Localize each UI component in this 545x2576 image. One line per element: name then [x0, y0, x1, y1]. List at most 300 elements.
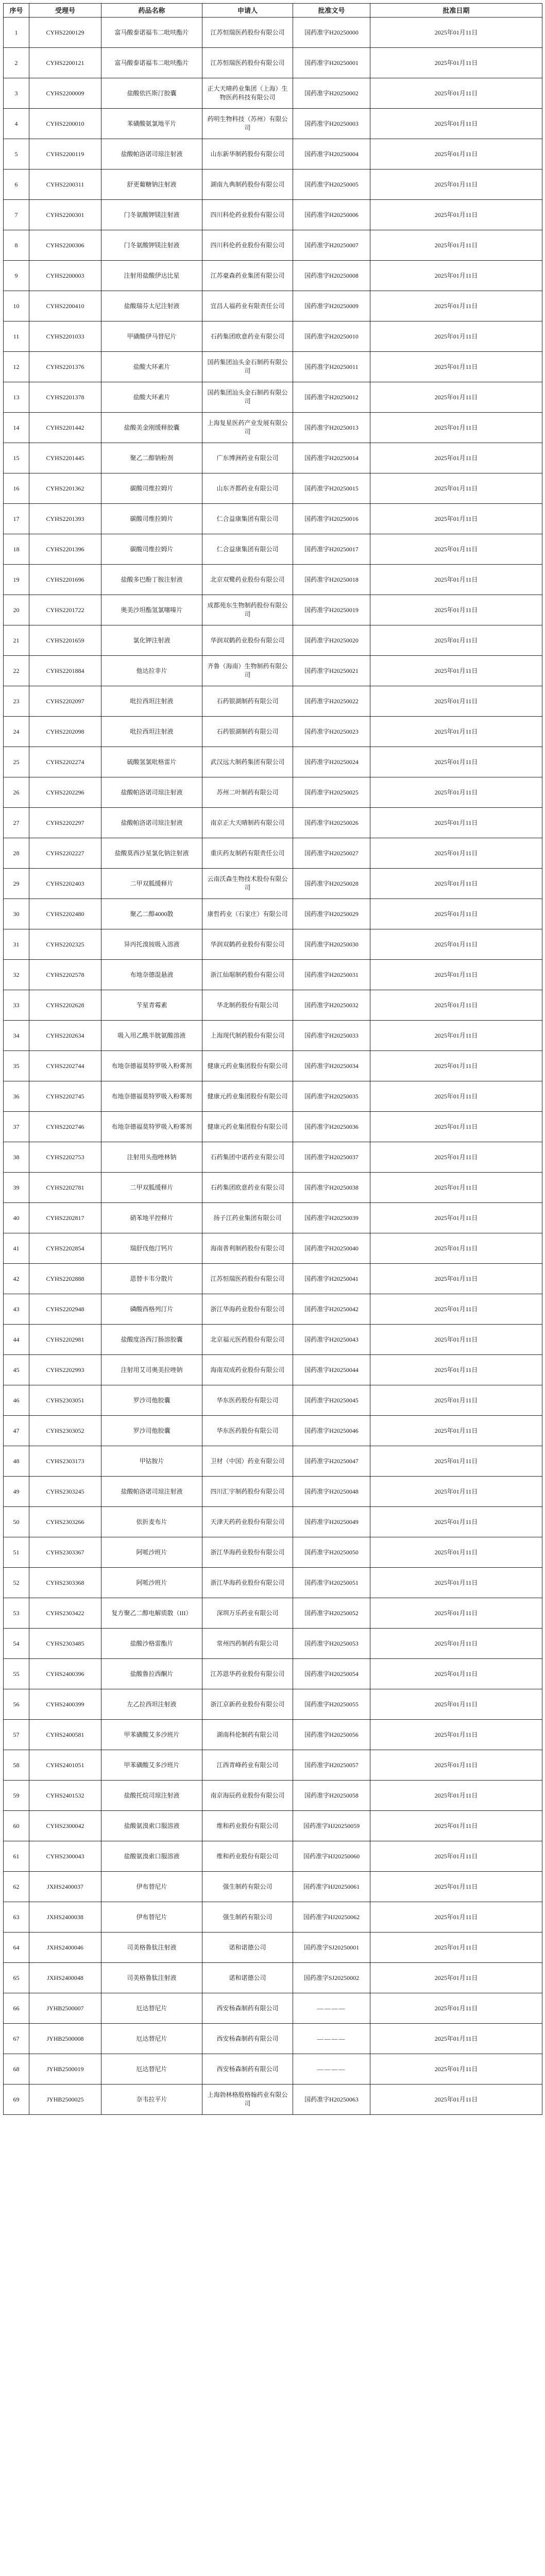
cell-accept-no: CYHS2300042 [29, 1811, 101, 1841]
cell-drug-name: 盐酸沙格雷酯片 [101, 1629, 202, 1659]
cell-accept-no: CYHS2200121 [29, 48, 101, 78]
cell-applicant: 仁合益康集团有限公司 [202, 534, 293, 565]
cell-approval-date: 2025年01月11日 [370, 1841, 542, 1872]
cell-drug-name: 硝苯地平控释片 [101, 1203, 202, 1233]
cell-applicant: 西安杨森制药有限公司 [202, 2024, 293, 2054]
cell-serial: 20 [4, 595, 29, 625]
cell-approval-date: 2025年01月11日 [370, 2084, 542, 2115]
cell-drug-name: 苯磺酸氨氯地平片 [101, 109, 202, 139]
table-row [4, 534, 542, 565]
cell-approval-date: 2025年01月11日 [370, 838, 542, 869]
cell-approval-date: 2025年01月11日 [370, 1933, 542, 1963]
cell-approval-date: 2025年01月11日 [370, 1173, 542, 1203]
cell-accept-no: CYHS2400396 [29, 1659, 101, 1689]
cell-drug-name: 注射用艾司奥美拉唑钠 [101, 1355, 202, 1385]
cell-approval-no: 国药准字H20250014 [293, 443, 370, 473]
table-header-row [4, 4, 542, 18]
cell-approval-no: 国药准字H20250057 [293, 1750, 370, 1781]
table-row [4, 656, 542, 686]
cell-drug-name: 氯化钾注射液 [101, 625, 202, 656]
table-row [4, 1294, 542, 1325]
cell-drug-name: 吡拉西坦注射液 [101, 717, 202, 747]
cell-serial: 25 [4, 747, 29, 777]
cell-approval-date: 2025年01月11日 [370, 625, 542, 656]
cell-approval-no: 国药准字HJ20250060 [293, 1841, 370, 1872]
cell-applicant: 卫材（中国）药业有限公司 [202, 1446, 293, 1477]
cell-drug-name: 奈韦拉平片 [101, 2084, 202, 2115]
cell-drug-name: 注射用盐酸伊达比星 [101, 261, 202, 291]
cell-serial: 1 [4, 18, 29, 48]
cell-approval-no: 国药准字H20250021 [293, 656, 370, 686]
cell-drug-name: 门冬氨酸钾镁注射液 [101, 200, 202, 230]
table-row [4, 808, 542, 838]
cell-accept-no: CYHS2303367 [29, 1537, 101, 1568]
cell-approval-date: 2025年01月11日 [370, 899, 542, 929]
cell-approval-no: 国药准字H20250035 [293, 1081, 370, 1112]
cell-applicant: 上海现代制药股份有限公司 [202, 1021, 293, 1051]
table-row [4, 443, 542, 473]
table-row [4, 413, 542, 443]
cell-approval-date: 2025年01月11日 [370, 321, 542, 352]
table-row [4, 929, 542, 960]
cell-drug-name: 二甲双胍缓释片 [101, 869, 202, 899]
cell-drug-name: 布地奈德福莫特罗吸入粉雾剂 [101, 1081, 202, 1112]
table-row [4, 352, 542, 382]
cell-approval-date: 2025年01月11日 [370, 1963, 542, 1993]
cell-approval-date: 2025年01月11日 [370, 1142, 542, 1173]
cell-applicant: 健康元药业集团股份有限公司 [202, 1112, 293, 1142]
table-row [4, 139, 542, 170]
cell-serial: 27 [4, 808, 29, 838]
cell-approval-date: 2025年01月11日 [370, 1233, 542, 1264]
cell-accept-no: CYHS2202634 [29, 1021, 101, 1051]
cell-approval-date: 2025年01月11日 [370, 1781, 542, 1811]
cell-serial: 34 [4, 1021, 29, 1051]
cell-accept-no: CYHS2202854 [29, 1233, 101, 1264]
cell-applicant: 国药集团汕头金石制药有限公司 [202, 382, 293, 413]
cell-applicant: 诺和诺德公司 [202, 1963, 293, 1993]
cell-approval-no: 国药准字H20250031 [293, 960, 370, 990]
table-row [4, 595, 542, 625]
cell-accept-no: CYHS2201722 [29, 595, 101, 625]
table-row [4, 1963, 542, 1993]
cell-accept-no: CYHS2201442 [29, 413, 101, 443]
cell-accept-no: CYHS2202296 [29, 777, 101, 808]
table-row [4, 1811, 542, 1841]
cell-applicant: 诺和诺德公司 [202, 1933, 293, 1963]
cell-accept-no: CYHS2202993 [29, 1355, 101, 1385]
cell-serial: 9 [4, 261, 29, 291]
table-row [4, 1750, 542, 1781]
cell-drug-name: 盐酸帕洛诺司琼注射液 [101, 777, 202, 808]
cell-approval-no: 国药准字H20250037 [293, 1142, 370, 1173]
cell-applicant: 健康元药业集团股份有限公司 [202, 1081, 293, 1112]
cell-serial: 55 [4, 1659, 29, 1689]
cell-applicant: 上海复星医药产业发展有限公司 [202, 413, 293, 443]
cell-serial: 30 [4, 899, 29, 929]
cell-approval-date: 2025年01月11日 [370, 352, 542, 382]
cell-serial: 23 [4, 686, 29, 717]
cell-drug-name: 异丙托溴铵吸入溶液 [101, 929, 202, 960]
cell-accept-no: CYHS2202981 [29, 1325, 101, 1355]
cell-approval-no: 国药准字SJ20250001 [293, 1933, 370, 1963]
cell-applicant: 海南普利制药股份有限公司 [202, 1233, 293, 1264]
cell-serial: 44 [4, 1325, 29, 1355]
cell-drug-name: 硫酸氢氯吡格雷片 [101, 747, 202, 777]
table-row [4, 1689, 542, 1720]
cell-applicant: 四川科伦药业股份有限公司 [202, 200, 293, 230]
cell-approval-no: 国药准字H20250041 [293, 1264, 370, 1294]
cell-approval-date: 2025年01月11日 [370, 1051, 542, 1081]
cell-serial: 4 [4, 109, 29, 139]
cell-drug-name: 布地奈德福莫特罗吸入粉雾剂 [101, 1051, 202, 1081]
cell-approval-no: 国药准字H20250020 [293, 625, 370, 656]
cell-drug-name: 厄达替尼片 [101, 2054, 202, 2084]
cell-serial: 28 [4, 838, 29, 869]
cell-applicant: 深圳万乐药业有限公司 [202, 1598, 293, 1629]
cell-applicant: 江苏恒瑞医药股份有限公司 [202, 48, 293, 78]
cell-accept-no: CYHS2200301 [29, 200, 101, 230]
cell-accept-no: JYHB2500019 [29, 2054, 101, 2084]
table-row [4, 686, 542, 717]
cell-serial: 2 [4, 48, 29, 78]
cell-drug-name: 注射用头孢唑林钠 [101, 1142, 202, 1173]
cell-approval-date: 2025年01月11日 [370, 230, 542, 261]
cell-serial: 11 [4, 321, 29, 352]
cell-approval-date: 2025年01月11日 [370, 1203, 542, 1233]
table-row [4, 1781, 542, 1811]
cell-applicant: 华润双鹤药业股份有限公司 [202, 625, 293, 656]
table-row [4, 18, 542, 48]
cell-approval-date: 2025年01月11日 [370, 1416, 542, 1446]
cell-serial: 19 [4, 565, 29, 595]
table-row [4, 2054, 542, 2084]
cell-applicant: 北京双鹭药业股份有限公司 [202, 565, 293, 595]
cell-approval-date: 2025年01月11日 [370, 1507, 542, 1537]
table-row [4, 838, 542, 869]
cell-accept-no: CYHS2303368 [29, 1568, 101, 1598]
cell-approval-no: 国药准字H20250054 [293, 1659, 370, 1689]
cell-approval-no: 国药准字H20250000 [293, 18, 370, 48]
cell-approval-date: 2025年01月11日 [370, 656, 542, 686]
table-row [4, 1872, 542, 1902]
cell-accept-no: CYHS2201884 [29, 656, 101, 686]
cell-applicant: 西安杨森制药有限公司 [202, 2054, 293, 2084]
cell-accept-no: CYHS2202480 [29, 899, 101, 929]
table-row [4, 2084, 542, 2115]
cell-serial: 62 [4, 1872, 29, 1902]
cell-approval-no: 国药准字H20250034 [293, 1051, 370, 1081]
cell-accept-no: CYHS2202403 [29, 869, 101, 899]
cell-drug-name: 盐酸依匹斯汀胶囊 [101, 78, 202, 109]
table-row [4, 717, 542, 747]
cell-drug-name: 苄星青霉素 [101, 990, 202, 1021]
table-row [4, 990, 542, 1021]
cell-accept-no: CYHS2400399 [29, 1689, 101, 1720]
cell-drug-name: 盐酸度洛西汀肠溶胶囊 [101, 1325, 202, 1355]
cell-accept-no: CYHS2200410 [29, 291, 101, 321]
cell-applicant: 江苏恒瑞医药股份有限公司 [202, 18, 293, 48]
table-row [4, 48, 542, 78]
cell-serial: 38 [4, 1142, 29, 1173]
table-row [4, 321, 542, 352]
table-row [4, 261, 542, 291]
cell-approval-date: 2025年01月11日 [370, 747, 542, 777]
cell-approval-no: 国药准字H20250010 [293, 321, 370, 352]
cell-approval-no: 国药准字H20250017 [293, 534, 370, 565]
cell-accept-no: CYHS2303266 [29, 1507, 101, 1537]
cell-approval-no: 国药准字H20250001 [293, 48, 370, 78]
cell-approval-date: 2025年01月11日 [370, 1689, 542, 1720]
cell-applicant: 正大天晴药业集团（上海）生物医药科技有限公司 [202, 78, 293, 109]
cell-drug-name: 盐酸氨溴索口服溶液 [101, 1841, 202, 1872]
header-accept-no: 受理号 [29, 4, 101, 18]
cell-applicant: 山东齐都药业有限公司 [202, 473, 293, 504]
cell-approval-date: 2025年01月11日 [370, 109, 542, 139]
table-row [4, 504, 542, 534]
header-drug-name: 药品名称 [101, 4, 202, 18]
cell-approval-date: 2025年01月11日 [370, 1021, 542, 1051]
table-row [4, 1568, 542, 1598]
cell-serial: 60 [4, 1811, 29, 1841]
cell-applicant: 浙江华海药业股份有限公司 [202, 1537, 293, 1568]
cell-accept-no: CYHS2200010 [29, 109, 101, 139]
table-row [4, 1325, 542, 1355]
cell-applicant: 重庆药友制药有限责任公司 [202, 838, 293, 869]
cell-approval-date: 2025年01月11日 [370, 1598, 542, 1629]
cell-serial: 26 [4, 777, 29, 808]
cell-drug-name: 罗沙司他胶囊 [101, 1385, 202, 1416]
cell-drug-name: 甲苯磺酸艾多沙班片 [101, 1750, 202, 1781]
table-row [4, 382, 542, 413]
cell-applicant: 北京福元医药股份有限公司 [202, 1325, 293, 1355]
cell-applicant: 浙江华海药业股份有限公司 [202, 1294, 293, 1325]
cell-applicant: 维和药业股份有限公司 [202, 1811, 293, 1841]
table-row [4, 777, 542, 808]
cell-drug-name: 碳酸司维拉姆片 [101, 534, 202, 565]
cell-drug-name: 罗沙司他胶囊 [101, 1416, 202, 1446]
cell-applicant: 华润双鹤药业股份有限公司 [202, 929, 293, 960]
cell-applicant: 海南双成药业股份有限公司 [202, 1355, 293, 1385]
cell-accept-no: CYHS2201378 [29, 382, 101, 413]
cell-approval-date: 2025年01月11日 [370, 1568, 542, 1598]
table-row [4, 1142, 542, 1173]
cell-accept-no: CYHS2201445 [29, 443, 101, 473]
table-row [4, 1841, 542, 1872]
cell-drug-name: 盐酸鲁拉西酮片 [101, 1659, 202, 1689]
cell-applicant: 国药集团汕头金石制药有限公司 [202, 352, 293, 382]
cell-serial: 3 [4, 78, 29, 109]
table-row [4, 170, 542, 200]
cell-approval-date: 2025年01月11日 [370, 1993, 542, 2024]
cell-accept-no: CYHS2202097 [29, 686, 101, 717]
cell-approval-no: 国药准字H20250005 [293, 170, 370, 200]
cell-approval-date: 2025年01月11日 [370, 170, 542, 200]
cell-approval-date: 2025年01月11日 [370, 534, 542, 565]
cell-approval-date: 2025年01月11日 [370, 473, 542, 504]
table-row [4, 1507, 542, 1537]
table-row [4, 1720, 542, 1750]
cell-applicant: 武汉远大制药集团有限公司 [202, 747, 293, 777]
cell-serial: 6 [4, 170, 29, 200]
cell-applicant: 华北制药股份有限公司 [202, 990, 293, 1021]
cell-accept-no: JYHB2500025 [29, 2084, 101, 2115]
table-row [4, 899, 542, 929]
cell-approval-date: 2025年01月11日 [370, 808, 542, 838]
cell-applicant: 康哲药业（石家庄）有限公司 [202, 899, 293, 929]
cell-approval-date: 2025年01月11日 [370, 1902, 542, 1933]
cell-applicant: 湖南科伦制药有限公司 [202, 1720, 293, 1750]
cell-accept-no: CYHS2400581 [29, 1720, 101, 1750]
table-row [4, 747, 542, 777]
table-row [4, 230, 542, 261]
cell-approval-date: 2025年01月11日 [370, 1264, 542, 1294]
cell-accept-no: CYHS2202628 [29, 990, 101, 1021]
cell-drug-name: 盐酸帕洛诺司琼注射液 [101, 139, 202, 170]
cell-drug-name: 碳酸司维拉姆片 [101, 504, 202, 534]
cell-approval-no: 国药准字H20250042 [293, 1294, 370, 1325]
cell-drug-name: 富马酸泰诺福韦二吡呋酯片 [101, 48, 202, 78]
cell-accept-no: CYHS2202578 [29, 960, 101, 990]
cell-approval-no: ———— [293, 2024, 370, 2054]
cell-accept-no: CYHS2200129 [29, 18, 101, 48]
cell-serial: 35 [4, 1051, 29, 1081]
cell-applicant: 扬子江药业集团有限公司 [202, 1203, 293, 1233]
cell-applicant: 仁合益康集团有限公司 [202, 504, 293, 534]
table-row [4, 1385, 542, 1416]
cell-applicant: 江苏豪森药业集团有限公司 [202, 261, 293, 291]
cell-approval-date: 2025年01月11日 [370, 382, 542, 413]
cell-approval-no: 国药准字H20250013 [293, 413, 370, 443]
cell-applicant: 天津天药药业股份有限公司 [202, 1507, 293, 1537]
cell-serial: 36 [4, 1081, 29, 1112]
cell-approval-date: 2025年01月11日 [370, 1446, 542, 1477]
cell-approval-no: 国药准字H20250004 [293, 139, 370, 170]
drug-approval-table [3, 3, 542, 2115]
cell-accept-no: CYHS2202781 [29, 1173, 101, 1203]
table-row [4, 1446, 542, 1477]
cell-approval-date: 2025年01月11日 [370, 929, 542, 960]
cell-accept-no: CYHS2202325 [29, 929, 101, 960]
cell-approval-no: 国药准字H20250008 [293, 261, 370, 291]
cell-serial: 10 [4, 291, 29, 321]
cell-applicant: 苏州二叶制药有限公司 [202, 777, 293, 808]
table-row [4, 1416, 542, 1446]
cell-accept-no: JYHB2500007 [29, 1993, 101, 2024]
table-row [4, 565, 542, 595]
cell-drug-name: 盐酸帕洛诺司琼注射液 [101, 808, 202, 838]
cell-accept-no: JXHS2400046 [29, 1933, 101, 1963]
cell-applicant: 华东医药股份有限公司 [202, 1385, 293, 1416]
cell-approval-no: 国药准字H20250056 [293, 1720, 370, 1750]
cell-serial: 14 [4, 413, 29, 443]
cell-serial: 45 [4, 1355, 29, 1385]
cell-approval-no: 国药准字H20250033 [293, 1021, 370, 1051]
cell-drug-name: 盐酸多巴酚丁胺注射液 [101, 565, 202, 595]
cell-serial: 16 [4, 473, 29, 504]
cell-applicant: 云南沃森生物技术股份有限公司 [202, 869, 293, 899]
cell-approval-no: 国药准字H20250011 [293, 352, 370, 382]
cell-approval-no: 国药准字HJ20250059 [293, 1811, 370, 1841]
cell-approval-no: 国药准字H20250016 [293, 504, 370, 534]
cell-serial: 56 [4, 1689, 29, 1720]
cell-applicant: 成都苑东生物制药股份有限公司 [202, 595, 293, 625]
cell-approval-no: 国药准字H20250028 [293, 869, 370, 899]
table-row [4, 1629, 542, 1659]
table-row [4, 960, 542, 990]
cell-serial: 32 [4, 960, 29, 990]
cell-approval-date: 2025年01月11日 [370, 443, 542, 473]
cell-accept-no: CYHS2202274 [29, 747, 101, 777]
cell-approval-date: 2025年01月11日 [370, 1872, 542, 1902]
cell-approval-no: 国药准字H20250018 [293, 565, 370, 595]
cell-drug-name: 阿哌沙班片 [101, 1537, 202, 1568]
cell-approval-no: 国药准字HJ20250061 [293, 1872, 370, 1902]
cell-applicant: 江苏恒瑞医药股份有限公司 [202, 1264, 293, 1294]
table-row [4, 1933, 542, 1963]
cell-applicant: 维和药业股份有限公司 [202, 1841, 293, 1872]
cell-serial: 63 [4, 1902, 29, 1933]
cell-accept-no: CYHS2202817 [29, 1203, 101, 1233]
cell-accept-no: CYHS2202098 [29, 717, 101, 747]
cell-approval-no: 国药准字H20250032 [293, 990, 370, 1021]
cell-approval-date: 2025年01月11日 [370, 686, 542, 717]
cell-serial: 17 [4, 504, 29, 534]
cell-applicant: 山东新华制药股份有限公司 [202, 139, 293, 170]
cell-serial: 29 [4, 869, 29, 899]
cell-serial: 65 [4, 1963, 29, 1993]
table-row [4, 1477, 542, 1507]
cell-applicant: 强生制药有限公司 [202, 1902, 293, 1933]
cell-applicant: 强生制药有限公司 [202, 1872, 293, 1902]
cell-applicant: 石药集团中诺药业有限公司 [202, 1142, 293, 1173]
cell-applicant: 西安杨森制药有限公司 [202, 1993, 293, 2024]
cell-approval-no: 国药准字H20250052 [293, 1598, 370, 1629]
cell-accept-no: CYHS2303485 [29, 1629, 101, 1659]
cell-drug-name: 厄达替尼片 [101, 1993, 202, 2024]
cell-approval-no: 国药准字H20250002 [293, 78, 370, 109]
cell-serial: 50 [4, 1507, 29, 1537]
cell-approval-no: 国药准字H20250030 [293, 929, 370, 960]
cell-serial: 24 [4, 717, 29, 747]
cell-approval-no: 国药准字H20250048 [293, 1477, 370, 1507]
cell-approval-date: 2025年01月11日 [370, 777, 542, 808]
table-row [4, 473, 542, 504]
cell-serial: 48 [4, 1446, 29, 1477]
cell-approval-date: 2025年01月11日 [370, 1720, 542, 1750]
cell-serial: 67 [4, 2024, 29, 2054]
table-row [4, 1264, 542, 1294]
cell-approval-no: 国药准字H20250063 [293, 2084, 370, 2115]
table-row [4, 869, 542, 899]
cell-serial: 64 [4, 1933, 29, 1963]
cell-approval-date: 2025年01月11日 [370, 2054, 542, 2084]
cell-serial: 31 [4, 929, 29, 960]
cell-serial: 58 [4, 1750, 29, 1781]
cell-serial: 53 [4, 1598, 29, 1629]
cell-applicant: 南京海辰药业股份有限公司 [202, 1781, 293, 1811]
cell-accept-no: JXHS2400037 [29, 1872, 101, 1902]
cell-drug-name: 奥美沙坦酯氢氯噻嗪片 [101, 595, 202, 625]
cell-applicant: 湖南九典制药股份有限公司 [202, 170, 293, 200]
cell-serial: 49 [4, 1477, 29, 1507]
cell-drug-name: 盐酸帕洛诺司琼注射液 [101, 1477, 202, 1507]
cell-approval-no: 国药准字H20250007 [293, 230, 370, 261]
table-row [4, 1203, 542, 1233]
cell-drug-name: 门冬氨酸钾镁注射液 [101, 230, 202, 261]
cell-approval-date: 2025年01月11日 [370, 1112, 542, 1142]
cell-approval-no: 国药准字H20250047 [293, 1446, 370, 1477]
